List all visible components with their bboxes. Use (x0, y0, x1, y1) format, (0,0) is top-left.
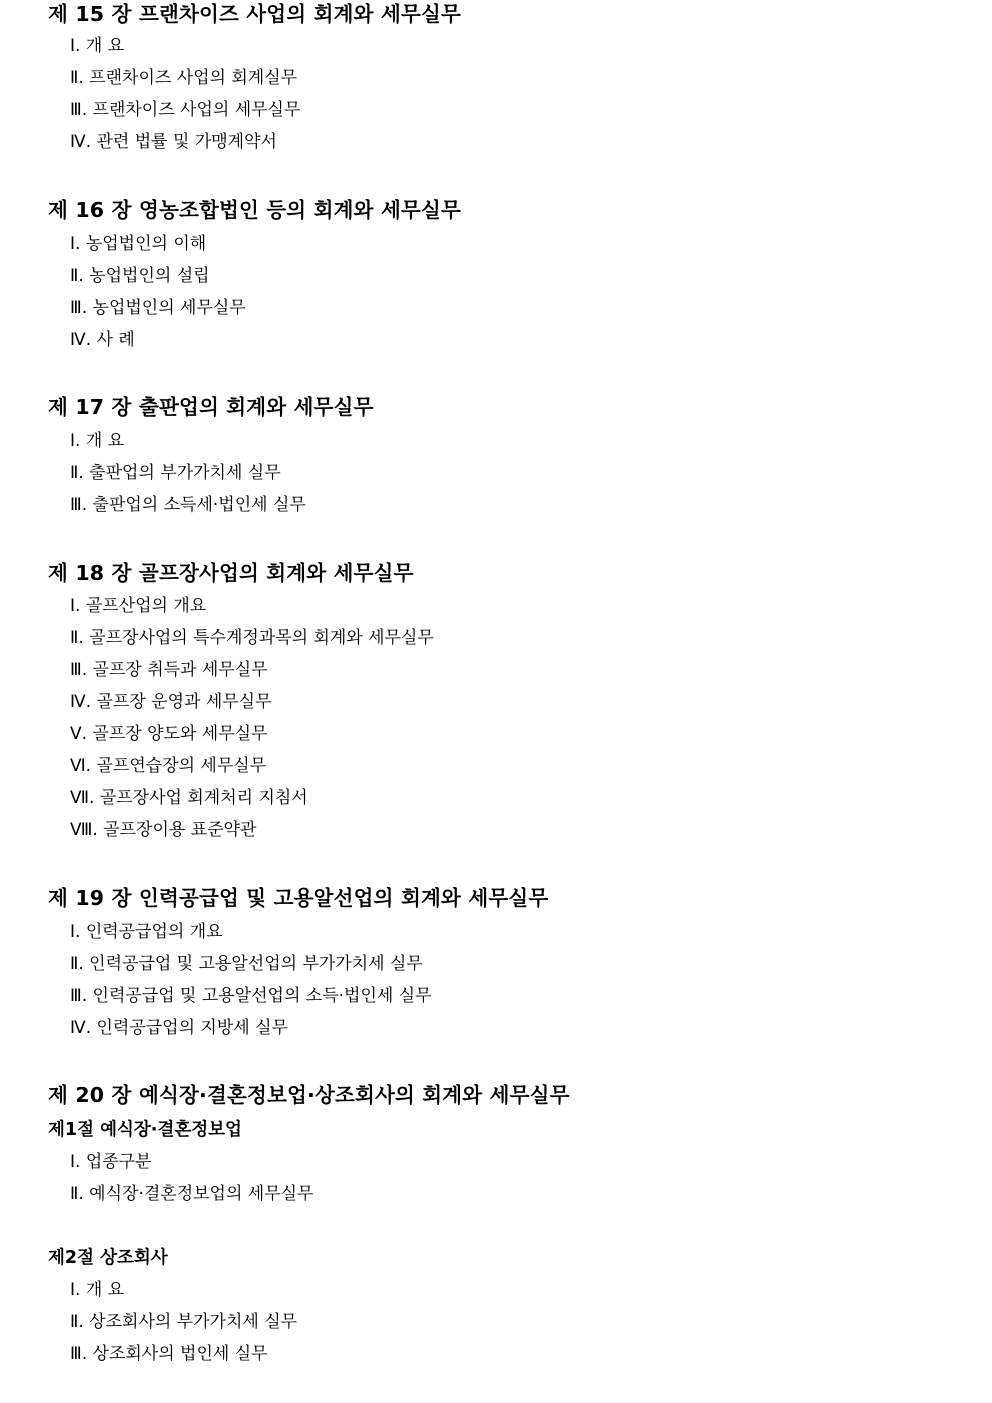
chapter-19-item-4: Ⅳ. 인력공급업의 지방세 실무 (70, 1018, 288, 1038)
chapter-17-item-2: Ⅱ. 출판업의 부가가치세 실무 (70, 463, 281, 483)
chapter-18-item-3: Ⅲ. 골프장 취득과 세무실무 (70, 660, 268, 680)
chapter-17-item-3: Ⅲ. 출판업의 소득세·법인세 실무 (70, 495, 306, 515)
chapter-19-item-1: Ⅰ. 인력공급업의 개요 (70, 922, 223, 942)
chapter-18-item-4: Ⅳ. 골프장 운영과 세무실무 (70, 692, 272, 712)
chapter-18-item-1: Ⅰ. 골프산업의 개요 (70, 596, 207, 616)
chapter-16-title: 제 16 장 영농조합법인 등의 회계와 세무실무 (48, 198, 461, 222)
chapter-20-title: 제 20 장 예식장·결혼정보업·상조회사의 회계와 세무실무 (48, 1083, 570, 1107)
chapter-20-section-1-title: 제1절 예식장·결혼정보업 (48, 1120, 242, 1140)
chapter-19-item-2: Ⅱ. 인력공급업 및 고용알선업의 부가가치세 실무 (70, 954, 423, 974)
chapter-16-item-4: Ⅳ. 사 례 (70, 330, 135, 350)
chapter-18-title: 제 18 장 골프장사업의 회계와 세무실무 (48, 561, 414, 585)
chapter-16-item-3: Ⅲ. 농업법인의 세무실무 (70, 298, 246, 318)
chapter-18-item-8: Ⅷ. 골프장이용 표준약관 (70, 820, 257, 840)
chapter-20-section-2-title: 제2절 상조회사 (48, 1248, 168, 1268)
chapter-18-item-6: Ⅵ. 골프연습장의 세무실무 (70, 756, 267, 776)
chapter-15-title: 제 15 장 프랜차이즈 사업의 회계와 세무실무 (48, 2, 461, 26)
chapter-19-item-3: Ⅲ. 인력공급업 및 고용알선업의 소득·법인세 실무 (70, 986, 432, 1006)
chapter-16-item-1: Ⅰ. 농업법인의 이해 (70, 234, 207, 254)
chapter-20-section-2-item-1: Ⅰ. 개 요 (70, 1280, 125, 1300)
chapter-18-item-2: Ⅱ. 골프장사업의 특수계정과목의 회계와 세무실무 (70, 628, 434, 648)
chapter-15-item-1: Ⅰ. 개 요 (70, 36, 125, 56)
chapter-17-item-1: Ⅰ. 개 요 (70, 431, 125, 451)
chapter-16-item-2: Ⅱ. 농업법인의 설립 (70, 266, 210, 286)
chapter-19-title: 제 19 장 인력공급업 및 고용알선업의 회계와 세무실무 (48, 886, 549, 910)
chapter-15-item-4: Ⅳ. 관련 법률 및 가맹계약서 (70, 132, 277, 152)
chapter-18-item-5: Ⅴ. 골프장 양도와 세무실무 (70, 724, 268, 744)
chapter-15-item-2: Ⅱ. 프랜차이즈 사업의 회계실무 (70, 68, 298, 88)
chapter-20-section-1-item-2: Ⅱ. 예식장·결혼정보업의 세무실무 (70, 1184, 314, 1204)
chapter-15-item-3: Ⅲ. 프랜차이즈 사업의 세무실무 (70, 100, 301, 120)
chapter-20-section-1-item-1: Ⅰ. 업종구분 (70, 1152, 152, 1172)
chapter-18-item-7: Ⅶ. 골프장사업 회계처리 지침서 (70, 788, 308, 808)
chapter-20-section-2-item-3: Ⅲ. 상조회사의 법인세 실무 (70, 1344, 268, 1364)
chapter-20-section-2-item-2: Ⅱ. 상조회사의 부가가치세 실무 (70, 1312, 298, 1332)
chapter-17-title: 제 17 장 출판업의 회계와 세무실무 (48, 395, 374, 419)
